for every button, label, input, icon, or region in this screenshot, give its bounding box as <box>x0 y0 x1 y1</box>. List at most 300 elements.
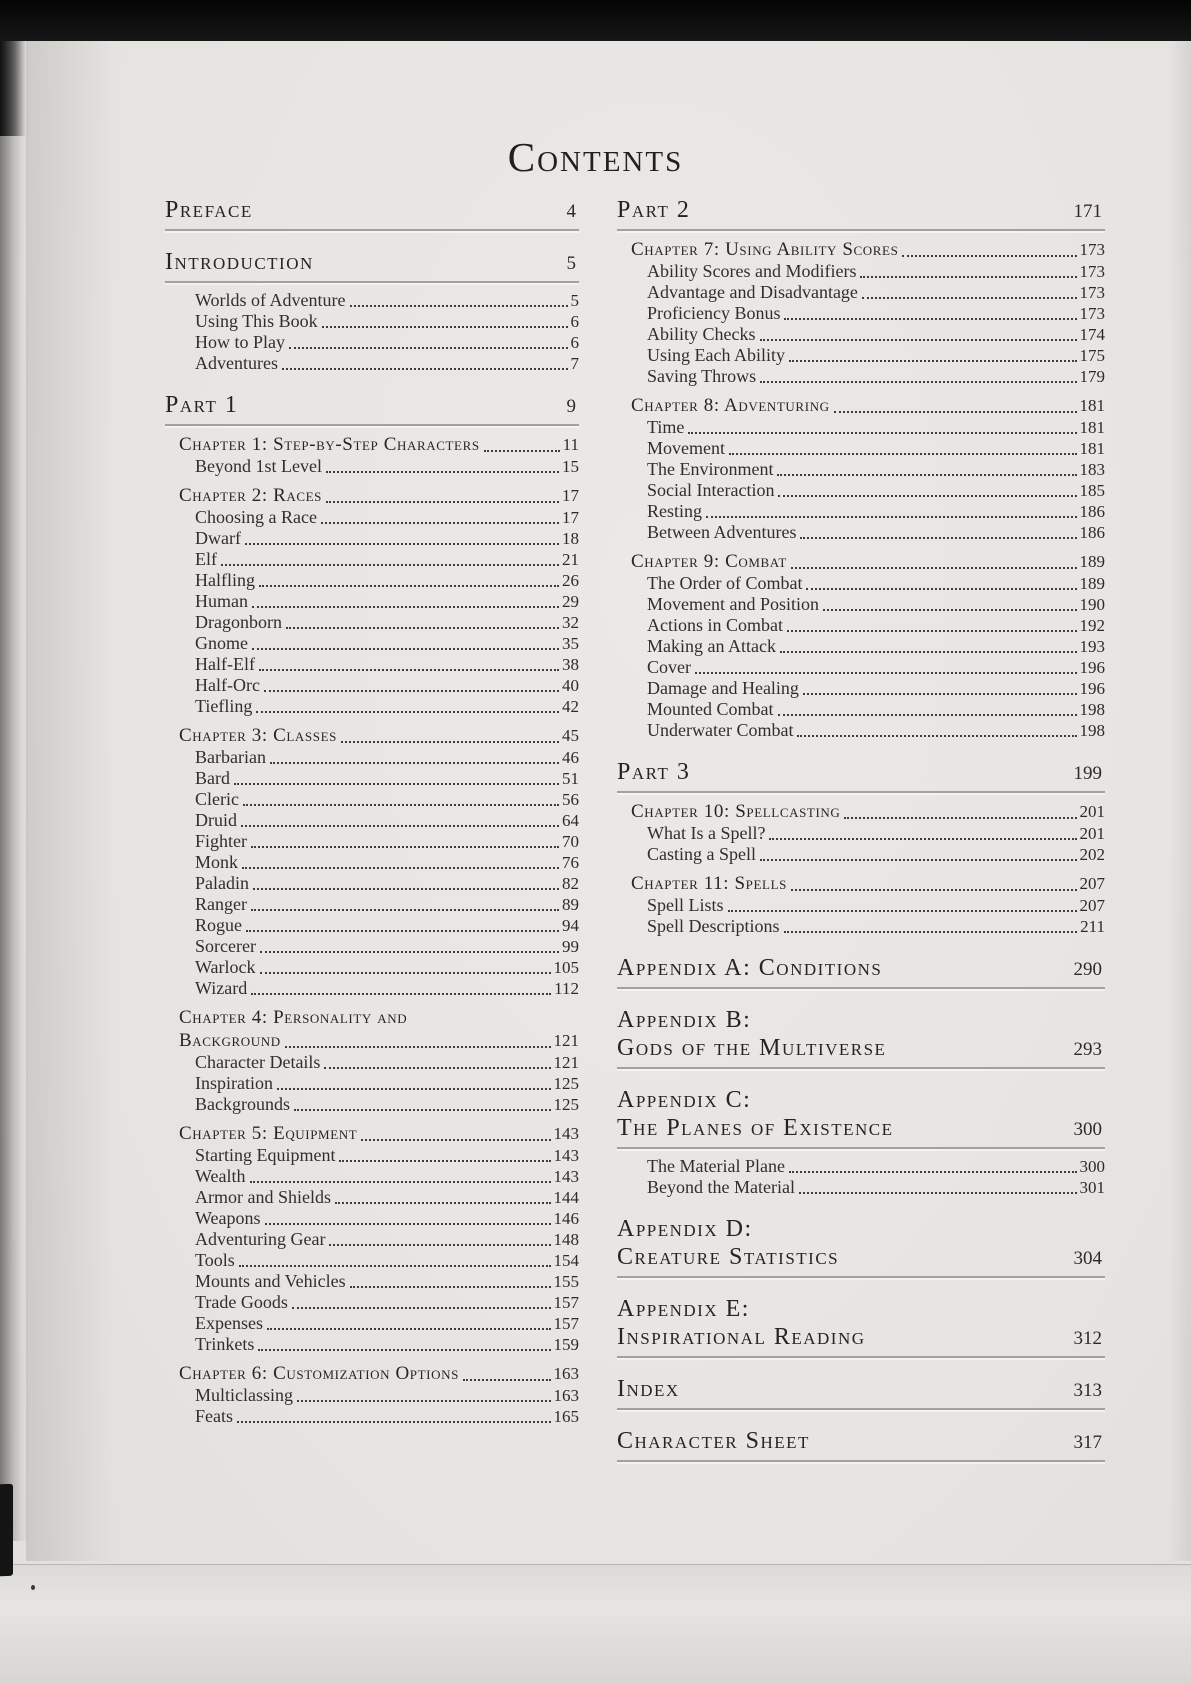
page-number: 144 <box>553 1188 579 1207</box>
entry-label: Backgrounds <box>195 1094 290 1114</box>
sub-entry <box>617 522 1105 543</box>
dot-leader <box>289 347 568 349</box>
toc-section <box>165 248 579 374</box>
entry-line <box>195 1250 579 1271</box>
entry-line <box>179 484 579 507</box>
sub-entry <box>165 831 579 852</box>
page-number: 146 <box>553 1209 579 1228</box>
dot-leader <box>260 972 551 974</box>
section-heading <box>617 1215 1105 1278</box>
sub-entry <box>617 916 1105 937</box>
entry-label: Barbarian <box>195 747 266 767</box>
entry-label: Human <box>195 591 248 611</box>
page-number: 143 <box>553 1167 579 1186</box>
page-number: 173 <box>1079 240 1105 259</box>
dot-leader <box>800 537 1076 539</box>
dot-leader <box>322 326 568 328</box>
section-heading <box>165 248 579 283</box>
sub-entry <box>165 591 579 612</box>
entry-label: How to Play <box>195 332 285 352</box>
page-title: Contents <box>507 134 684 180</box>
section-heading-line <box>617 1375 1105 1403</box>
page-number: 121 <box>553 1053 579 1072</box>
sub-entry <box>165 1250 579 1271</box>
entry-label: Elf <box>195 549 217 569</box>
dot-leader <box>860 276 1076 278</box>
page-number: 181 <box>1079 396 1105 415</box>
page-number: 18 <box>562 529 579 548</box>
page-number: 40 <box>562 676 579 695</box>
entry-line <box>195 1208 579 1229</box>
sub-entry <box>617 324 1105 345</box>
section-title: Appendix C: <box>617 1087 752 1113</box>
entry-line <box>195 311 579 332</box>
entry-line <box>195 915 579 936</box>
entry-label: Using This Book <box>195 311 318 331</box>
entry-label: Actions in Combat <box>647 615 783 635</box>
dot-leader <box>242 867 559 869</box>
entry-label: Chapter 6: Customization Options <box>179 1363 459 1384</box>
chapter-entry <box>165 484 579 507</box>
entry-line <box>195 1292 579 1313</box>
entry-line <box>647 823 1105 844</box>
sub-entry <box>617 303 1105 324</box>
entry-line <box>647 895 1105 916</box>
scan-speck <box>31 1585 35 1590</box>
entry-line <box>195 528 579 549</box>
entry-label: Chapter 11: Spells <box>631 873 787 894</box>
dot-leader <box>760 381 1076 383</box>
page-number: 157 <box>553 1293 579 1312</box>
sub-entry <box>617 417 1105 438</box>
page-number: 45 <box>562 726 579 745</box>
entry-line <box>647 1156 1105 1177</box>
section-title: Appendix B: <box>617 1007 752 1033</box>
page-number: 64 <box>562 811 579 830</box>
page-number: 196 <box>1079 658 1105 677</box>
dot-leader <box>350 305 568 307</box>
sub-entry <box>617 438 1105 459</box>
section-page-number: 317 <box>1073 1432 1102 1453</box>
sub-entry <box>617 1177 1105 1198</box>
entry-label: Tiefling <box>195 696 253 716</box>
entry-label: Gnome <box>195 633 248 653</box>
page-number: 35 <box>562 634 579 653</box>
entry-label: Half-Orc <box>195 675 260 695</box>
entry-label: Casting a Spell <box>647 844 756 864</box>
section-title: Gods of the Multiverse <box>617 1035 887 1061</box>
entry-label: Feats <box>195 1406 233 1426</box>
page-number: 6 <box>570 312 579 331</box>
sub-entry <box>617 345 1105 366</box>
entry-line <box>195 1385 579 1406</box>
sub-entry <box>617 282 1105 303</box>
dot-leader <box>791 889 1077 891</box>
dot-leader <box>221 564 559 566</box>
entry-label: Movement and Position <box>647 594 819 614</box>
entry-line <box>647 1177 1105 1198</box>
page-number: 5 <box>570 291 579 310</box>
page-number: 202 <box>1079 845 1105 864</box>
dot-leader <box>252 648 559 650</box>
section-heading-line <box>617 1114 1105 1142</box>
entry-label: Tools <box>195 1250 235 1270</box>
dot-leader <box>350 1286 551 1288</box>
entry-label: Ability Checks <box>647 324 756 344</box>
entry-line <box>195 936 579 957</box>
entry-label: Adventuring Gear <box>195 1229 326 1249</box>
chapter-entry <box>165 1122 579 1145</box>
section-page-number: 199 <box>1073 763 1102 784</box>
dot-leader <box>695 672 1077 674</box>
entry-line <box>631 394 1105 417</box>
section-title: Index <box>617 1376 680 1402</box>
entry-line <box>195 612 579 633</box>
entry-line <box>647 615 1105 636</box>
section-heading-line <box>165 391 579 419</box>
chapter-entry <box>165 724 579 747</box>
dot-leader <box>484 450 560 452</box>
dot-leader <box>321 522 559 524</box>
sub-entry <box>165 1271 579 1292</box>
entry-label: Beyond the Material <box>647 1177 795 1197</box>
entry-line <box>631 800 1105 823</box>
sub-entry <box>165 1292 579 1313</box>
entry-line <box>647 303 1105 324</box>
page-number: 89 <box>562 895 579 914</box>
sub-entry <box>165 978 579 999</box>
entry-label: Weapons <box>195 1208 261 1228</box>
entry-line <box>195 696 579 717</box>
dot-leader <box>258 1349 550 1351</box>
sub-entry <box>165 936 579 957</box>
dot-leader <box>326 471 559 473</box>
dot-leader <box>237 1421 551 1423</box>
section-title: Appendix E: <box>617 1296 750 1322</box>
entry-line <box>195 1145 579 1166</box>
page-number: 21 <box>562 550 579 569</box>
page-number: 82 <box>562 874 579 893</box>
sub-entry <box>617 594 1105 615</box>
page-number: 163 <box>553 1364 579 1383</box>
entry-label: The Order of Combat <box>647 573 803 593</box>
entry-label: Rogue <box>195 915 242 935</box>
page-number: 300 <box>1079 1157 1105 1176</box>
entry-label: Between Adventures <box>647 522 797 542</box>
entry-label: Trade Goods <box>195 1292 288 1312</box>
page-number: 56 <box>562 790 579 809</box>
toc-section <box>165 196 579 231</box>
dot-leader <box>286 627 559 629</box>
entry-label: Proficiency Bonus <box>647 303 781 323</box>
sub-entry <box>165 696 579 717</box>
entry-line <box>647 366 1105 387</box>
entry-line <box>647 720 1105 741</box>
section-title: Part 1 <box>165 392 239 418</box>
dot-leader <box>252 606 559 608</box>
page-number: 301 <box>1079 1178 1105 1197</box>
section-heading-line <box>617 1295 1105 1323</box>
entry-line <box>195 768 579 789</box>
entry-label: Making an Attack <box>647 636 776 656</box>
entry-label: Beyond 1st Level <box>195 456 322 476</box>
dot-leader <box>277 1088 551 1090</box>
dot-leader <box>253 888 559 890</box>
sub-entry <box>165 873 579 894</box>
dot-leader <box>791 567 1077 569</box>
sub-entry <box>165 1145 579 1166</box>
section-title: Inspirational Reading <box>617 1324 866 1350</box>
page-number: 154 <box>553 1251 579 1270</box>
sub-entry <box>165 549 579 570</box>
dot-leader <box>341 741 559 743</box>
section-heading-line <box>617 1323 1105 1351</box>
entry-line <box>179 1006 579 1029</box>
entry-line <box>195 810 579 831</box>
entry-line <box>647 438 1105 459</box>
entry-label: Dwarf <box>195 528 241 548</box>
entry-line <box>631 550 1105 573</box>
page-number: 99 <box>562 937 579 956</box>
chapter-entry <box>165 1006 579 1052</box>
page-number: 175 <box>1079 346 1105 365</box>
section-page-number: 290 <box>1073 959 1102 980</box>
entry-label: Halfling <box>195 570 255 590</box>
sub-entry <box>617 895 1105 916</box>
entry-label: Half-Elf <box>195 654 255 674</box>
page-number: 70 <box>562 832 579 851</box>
sub-entry <box>165 456 579 477</box>
page-number: 193 <box>1079 637 1105 656</box>
section-heading <box>617 758 1105 793</box>
section-heading-line <box>617 758 1105 786</box>
toc-section <box>617 1295 1105 1358</box>
section-heading-line <box>165 196 579 224</box>
entry-label: Character Details <box>195 1052 321 1072</box>
page-number: 26 <box>562 571 579 590</box>
entry-label: Chapter 7: Using Ability Scores <box>631 239 899 260</box>
section-title: The Planes of Existence <box>617 1115 894 1141</box>
dot-leader <box>806 588 1076 590</box>
dot-leader <box>267 1328 551 1330</box>
dot-leader <box>834 411 1077 413</box>
sub-entry <box>617 366 1105 387</box>
chapter-entry <box>165 1362 579 1385</box>
page-number: 17 <box>562 486 579 505</box>
entry-label: Fighter <box>195 831 247 851</box>
sub-entry <box>165 768 579 789</box>
page-number: 159 <box>553 1335 579 1354</box>
page-number: 46 <box>562 748 579 767</box>
entry-label: Starting Equipment <box>195 1145 336 1165</box>
section-title: Part 2 <box>617 197 691 223</box>
entry-line <box>647 417 1105 438</box>
page-number: 201 <box>1079 802 1105 821</box>
dot-leader <box>270 762 559 764</box>
section-heading <box>617 1006 1105 1069</box>
page-number: 121 <box>553 1031 579 1050</box>
page-number: 189 <box>1079 552 1105 571</box>
entry-label: Using Each Ability <box>647 345 785 365</box>
sub-entry <box>165 957 579 978</box>
sub-entry <box>165 789 579 810</box>
scan-top-edge <box>0 0 1191 41</box>
page-number: 183 <box>1079 460 1105 479</box>
section-heading <box>617 1427 1105 1462</box>
sub-entry <box>165 1166 579 1187</box>
entry-label: Resting <box>647 501 703 521</box>
sub-entry <box>617 636 1105 657</box>
toc-section <box>617 1086 1105 1198</box>
entry-label: Cover <box>647 657 691 677</box>
section-title: Appendix A: Conditions <box>617 955 883 981</box>
sub-entry <box>165 1229 579 1250</box>
sub-entry <box>617 261 1105 282</box>
page-number: 51 <box>562 769 579 788</box>
sub-entry <box>617 459 1105 480</box>
page-number: 173 <box>1079 283 1105 302</box>
toc-section <box>617 954 1105 989</box>
entry-label: Time <box>647 417 685 437</box>
dot-leader <box>239 1265 551 1267</box>
dot-leader <box>259 669 559 671</box>
section-heading-line <box>617 1086 1105 1114</box>
sub-entry <box>165 1094 579 1115</box>
entry-line <box>647 480 1105 501</box>
page-number: 76 <box>562 853 579 872</box>
entry-line <box>195 675 579 696</box>
entry-label: Multiclassing <box>195 1385 293 1405</box>
entry-label: Chapter 3: Classes <box>179 725 337 746</box>
entry-line <box>647 345 1105 366</box>
dot-leader <box>339 1160 550 1162</box>
sub-entry <box>165 1073 579 1094</box>
entry-label: The Material Plane <box>647 1156 785 1176</box>
section-heading-line <box>617 1006 1105 1034</box>
entry-line <box>195 1229 579 1250</box>
entry-line <box>195 1094 579 1115</box>
section-heading-line <box>617 1427 1105 1455</box>
dot-leader <box>285 1046 551 1048</box>
entry-line <box>647 522 1105 543</box>
section-page-number: 312 <box>1073 1328 1102 1349</box>
entry-line <box>179 1029 579 1052</box>
entry-label: Saving Throws <box>647 366 757 386</box>
entry-label: Chapter 1: Step-by-Step Characters <box>179 434 480 455</box>
sub-entry <box>165 675 579 696</box>
entry-line <box>195 1334 579 1355</box>
entry-label: Chapter 9: Combat <box>631 551 787 572</box>
page-number: 207 <box>1079 874 1105 893</box>
dot-leader <box>335 1202 551 1204</box>
page-number: 112 <box>554 979 579 998</box>
dot-leader <box>292 1307 551 1309</box>
entry-label: Chapter 2: Races <box>179 485 323 506</box>
entry-label: Inspiration <box>195 1073 273 1093</box>
page-number: 143 <box>553 1124 579 1143</box>
dot-leader <box>463 1379 551 1381</box>
sub-entry <box>165 1385 579 1406</box>
dot-leader <box>265 1223 551 1225</box>
dot-leader <box>259 585 559 587</box>
dot-leader <box>799 1192 1077 1194</box>
toc-section <box>617 1215 1105 1278</box>
page-number: 173 <box>1079 304 1105 323</box>
sub-entry <box>165 1313 579 1334</box>
section-page-number: 9 <box>566 396 576 417</box>
page-bottom-edge <box>0 1564 1191 1684</box>
entry-label: Advantage and Disadvantage <box>647 282 858 302</box>
dot-leader <box>688 432 1076 434</box>
page-number: 165 <box>553 1407 579 1426</box>
page-number: 105 <box>553 958 579 977</box>
entry-label: Trinkets <box>195 1334 255 1354</box>
page-number: 125 <box>553 1095 579 1114</box>
dot-leader <box>797 735 1076 737</box>
entry-line <box>195 570 579 591</box>
entry-label: Monk <box>195 852 239 872</box>
dot-leader <box>787 630 1077 632</box>
section-heading-line <box>617 1034 1105 1062</box>
page-number: 143 <box>553 1146 579 1165</box>
entry-label: Armor and Shields <box>195 1187 331 1207</box>
entry-line <box>647 678 1105 699</box>
chapter-entry <box>165 433 579 456</box>
entry-label: Ability Scores and Modifiers <box>647 261 857 281</box>
sub-entry <box>165 747 579 768</box>
entry-line <box>195 894 579 915</box>
dot-leader <box>234 783 559 785</box>
dot-leader <box>243 804 559 806</box>
page-number: 174 <box>1079 325 1105 344</box>
entry-line <box>631 238 1105 261</box>
dot-leader <box>251 993 551 995</box>
entry-line <box>195 332 579 353</box>
entry-label: Dragonborn <box>195 612 282 632</box>
dot-leader <box>245 543 559 545</box>
page-number: 173 <box>1079 262 1105 281</box>
entry-line <box>195 1073 579 1094</box>
entry-label: Ranger <box>195 894 247 914</box>
page-gutter-shadow <box>26 41 116 1561</box>
dot-leader <box>264 690 559 692</box>
sub-entry <box>617 615 1105 636</box>
entry-line <box>179 724 579 747</box>
sub-entry <box>165 915 579 936</box>
section-heading-line <box>617 196 1105 224</box>
entry-label: Bard <box>195 768 230 788</box>
sub-entry <box>165 633 579 654</box>
section-heading-line <box>617 1215 1105 1243</box>
sub-entry <box>165 528 579 549</box>
entry-line <box>195 353 579 374</box>
sub-entry <box>165 1187 579 1208</box>
entry-label: Mounts and Vehicles <box>195 1271 346 1291</box>
dot-leader <box>784 318 1076 320</box>
sub-entry <box>617 678 1105 699</box>
entry-line <box>195 1052 579 1073</box>
chapter-entry <box>617 550 1105 573</box>
section-title: Appendix D: <box>617 1216 753 1242</box>
entry-label: Cleric <box>195 789 239 809</box>
entry-line <box>647 324 1105 345</box>
dot-leader <box>326 501 559 503</box>
page-number: 32 <box>562 613 579 632</box>
sub-entry <box>165 1406 579 1427</box>
entry-label: Movement <box>647 438 725 458</box>
entry-label: Wizard <box>195 978 248 998</box>
section-heading <box>617 954 1105 989</box>
